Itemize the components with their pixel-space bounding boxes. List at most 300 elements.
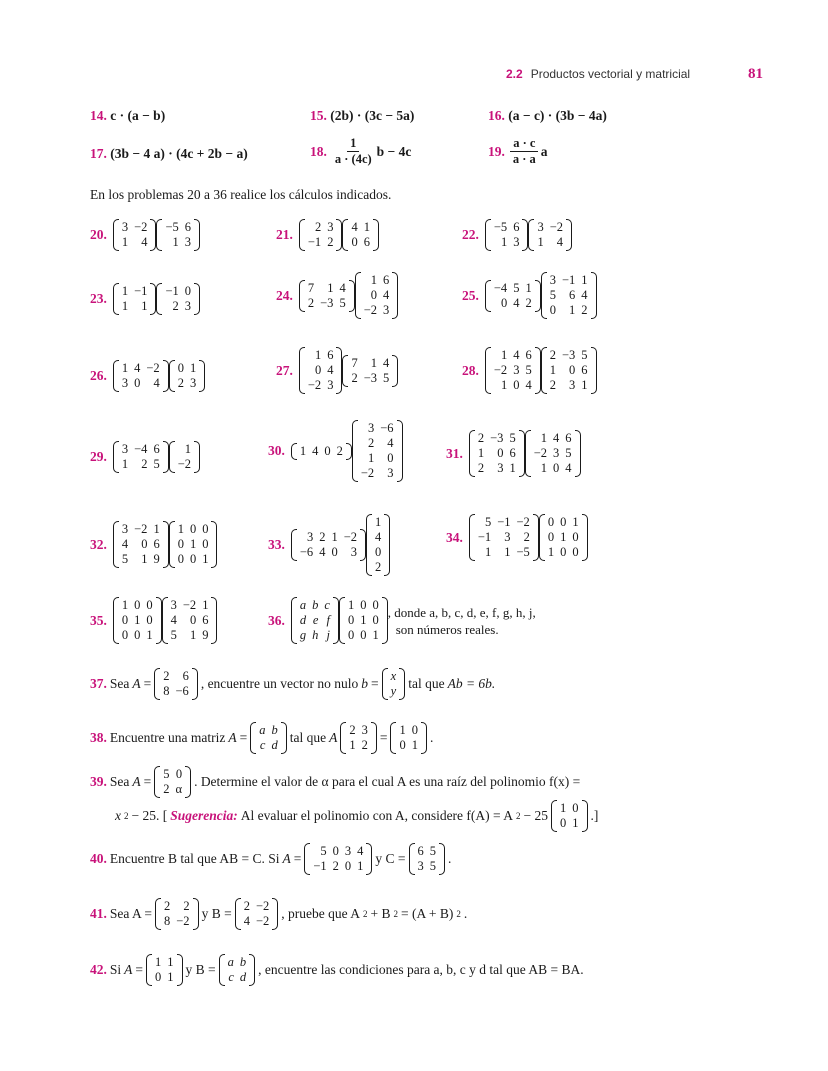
text-segment: =	[371, 676, 379, 691]
matrix-body	[175, 522, 212, 567]
matrix-entry: 3	[513, 363, 520, 377]
matrix-row	[475, 461, 519, 476]
matrix-row	[346, 738, 371, 753]
matrix-body	[119, 442, 163, 472]
matrix-row	[346, 723, 371, 738]
matrix-entry: 2	[525, 295, 532, 310]
matrix-entry: 2	[141, 457, 148, 471]
matrix-entry: 0	[370, 288, 377, 302]
matrix	[169, 441, 200, 473]
matrix-entry: 6	[581, 363, 588, 377]
matrix-entry: b	[312, 598, 319, 612]
matrix-entry: 1	[189, 628, 197, 642]
text-segment: =	[379, 730, 388, 745]
matrix-row	[119, 537, 163, 552]
matrix-entry: 1	[121, 235, 129, 249]
matrix-entry: −6	[299, 545, 314, 559]
matrix	[366, 514, 390, 576]
text-segment: + B	[370, 906, 391, 921]
right-paren	[199, 360, 205, 392]
matrix-entry: 3	[121, 220, 129, 234]
right-paren	[399, 668, 405, 700]
matrix-entry: 1	[363, 220, 370, 234]
matrix-entry: d	[271, 738, 278, 752]
matrix-entry: 1	[121, 598, 129, 612]
matrix-entry: −2	[343, 530, 357, 544]
right-paren	[211, 597, 217, 644]
matrix-entry: 4	[513, 295, 520, 310]
matrix-body	[297, 530, 360, 560]
fraction-numerator: a · c	[510, 136, 538, 152]
matrix-entry: 2	[549, 348, 556, 362]
matrix-entry: 6	[509, 446, 516, 460]
matrix-entry: 3	[361, 723, 368, 737]
matrix-B	[219, 954, 256, 986]
matrix-body	[348, 356, 392, 386]
matrix-entry: 1	[572, 515, 579, 529]
matrix-row	[345, 628, 382, 643]
matrix-row	[348, 356, 392, 371]
matrix-row	[491, 235, 523, 250]
matrix-entry: 0	[155, 970, 162, 984]
matrix-entry: −2	[255, 899, 270, 913]
matrix-entry: −6	[380, 421, 394, 435]
problem-number: 41.	[90, 906, 107, 921]
matrix-entry: 0	[184, 284, 191, 298]
problem-number: 27.	[276, 362, 293, 378]
matrix	[485, 347, 541, 394]
matrix-entry: 1	[572, 816, 579, 830]
matrix-entry: 1	[167, 970, 174, 984]
matrix-entry: 1	[202, 598, 209, 612]
matrix-entry: 1	[121, 361, 129, 375]
matrix	[169, 521, 218, 568]
matrix-row	[119, 284, 151, 299]
matrix	[469, 430, 525, 477]
matrix-A	[155, 898, 199, 930]
text-segment: .]	[590, 808, 599, 823]
problem-number: 36.	[268, 612, 285, 628]
matrix-row	[396, 738, 421, 753]
matrix-entry: −3	[490, 431, 504, 445]
problem-number: 26.	[90, 368, 107, 383]
matrix-entry: 1	[189, 361, 197, 375]
matrix-body	[297, 598, 333, 643]
text-segment: Encuentre una matriz	[109, 730, 226, 745]
problem-text: a	[540, 143, 548, 159]
matrix-entry: 6	[327, 348, 334, 362]
matrix-entry: 1	[500, 348, 508, 362]
matrix-entry: 0	[344, 859, 352, 873]
matrix-row	[160, 782, 185, 797]
matrix	[355, 272, 399, 319]
matrix-row	[175, 442, 194, 457]
problem-42	[90, 954, 587, 986]
right-paren	[185, 766, 191, 798]
matrix-entry: 1	[167, 955, 174, 969]
matrix-entry: 5	[121, 552, 129, 566]
matrix-row	[415, 844, 440, 859]
matrix-row	[161, 914, 193, 929]
matrix-body	[168, 598, 212, 643]
matrix-entry: 0	[146, 613, 153, 627]
matrix-entry: 6	[525, 348, 532, 362]
matrix	[169, 360, 206, 392]
matrix-entry: 5	[153, 457, 160, 471]
matrix	[342, 219, 379, 251]
matrix-entry: 3	[184, 235, 191, 249]
matrix-A	[146, 954, 183, 986]
matrix-entry: 3	[504, 530, 511, 544]
matrix-entry: 2	[307, 295, 315, 310]
matrix-entry: 0	[189, 613, 197, 627]
matrix-row	[241, 899, 273, 914]
vector-b	[382, 668, 406, 700]
matrix-entry: 1	[537, 235, 544, 249]
text-segment: Ab = 6b.	[447, 676, 496, 691]
problem-41	[90, 898, 470, 930]
matrix-entry: 3	[513, 235, 520, 249]
matrix-entry: 1	[509, 461, 516, 475]
right-paren	[582, 514, 588, 561]
matrix-entry: −2	[176, 914, 190, 928]
text-segment: =	[143, 676, 152, 691]
matrix-entry: 2	[361, 738, 368, 752]
matrix-entry: 2	[177, 376, 184, 390]
matrix-body	[119, 522, 163, 567]
matrix-body	[175, 442, 194, 472]
matrix-entry: 6	[202, 613, 209, 627]
matrix-row	[491, 348, 535, 363]
matrix	[541, 272, 597, 319]
matrix-entry: 2	[367, 436, 375, 450]
matrix-row	[175, 522, 212, 537]
matrix-entry: 1	[327, 280, 334, 295]
matrix	[162, 597, 218, 644]
matrix-row	[241, 914, 273, 929]
matrix	[113, 521, 169, 568]
matrix-entry: 2	[336, 443, 343, 458]
problem-22	[462, 219, 572, 251]
matrix-entry: 0	[513, 378, 520, 392]
problem-39	[90, 766, 583, 798]
matrix-entry: 2	[523, 530, 530, 544]
text-segment: tal que	[408, 676, 445, 691]
matrix-row	[160, 767, 185, 782]
matrix-entry: 5	[581, 348, 588, 362]
matrix-entry: 0	[572, 530, 579, 544]
problem-38	[90, 722, 436, 754]
matrix-entry: 0	[572, 545, 579, 559]
matrix-entry: 2	[243, 899, 250, 913]
matrix-entry: 5	[513, 280, 520, 295]
matrix-body	[119, 220, 151, 250]
matrix-entry: 8	[163, 684, 170, 698]
matrix-entry: 3	[189, 376, 197, 390]
matrix-entry: −1	[313, 859, 327, 873]
matrix-entry: a	[299, 598, 307, 612]
matrix-entry: 0	[134, 598, 141, 612]
matrix	[113, 360, 169, 392]
matrix-body	[547, 273, 591, 318]
matrix-body	[119, 284, 151, 314]
right-paren	[373, 219, 379, 251]
matrix-row	[168, 628, 212, 643]
matrix-entry: −1	[134, 284, 148, 298]
matrix-row	[348, 371, 392, 386]
right-paren	[392, 272, 398, 319]
matrix-row	[162, 284, 194, 299]
right-paren	[371, 722, 377, 754]
matrix-body	[361, 273, 393, 318]
matrix-entry: 2	[183, 899, 190, 913]
matrix-entry: 4	[141, 235, 148, 249]
matrix-entry: 5	[549, 288, 556, 302]
matrix-row	[372, 515, 384, 530]
matrix-entry: 3	[383, 303, 390, 317]
right-paren	[566, 219, 572, 251]
problem-33	[268, 514, 390, 576]
text-segment: =	[135, 962, 144, 977]
matrix-entry: 9	[153, 552, 160, 566]
matrix-entry: 1	[525, 280, 532, 295]
matrix-entry: 1	[357, 859, 364, 873]
matrix-entry: −4	[134, 442, 148, 456]
matrix-entry: 1	[560, 801, 567, 815]
matrix-entry: 1	[189, 537, 197, 551]
text-segment: , pruebe que A	[281, 906, 360, 921]
matrix-entry: 0	[121, 628, 129, 642]
problem-number: 15.	[310, 108, 327, 123]
variable-A: A	[132, 774, 141, 789]
matrix-row	[372, 530, 384, 545]
problem-text: (3b − 4 a) · (4c + 2b − a)	[110, 146, 248, 161]
right-paren	[591, 347, 597, 394]
problem-number: 21.	[276, 227, 293, 242]
matrix-entry: 1	[411, 738, 418, 752]
problem-16	[488, 108, 607, 124]
text-segment: Al evaluar el polinomio con A, considere f(A) = A	[240, 808, 514, 823]
matrix	[291, 597, 339, 644]
matrix-row	[557, 816, 582, 831]
problem-number: 42.	[90, 962, 107, 977]
matrix-entry: 3	[184, 299, 191, 313]
matrix-entry: 6	[417, 844, 424, 858]
problem-30	[268, 420, 403, 482]
matrix-entry: 5	[170, 628, 177, 642]
matrix-row	[547, 273, 591, 288]
matrix-entry: 1	[121, 299, 129, 313]
problem-39-continuation	[115, 800, 601, 832]
matrix-row	[168, 598, 212, 613]
matrix-row	[348, 235, 373, 250]
matrix-entry: −2	[307, 378, 322, 392]
matrix-A	[154, 766, 191, 798]
matrix-body	[305, 281, 349, 311]
problem-text: c · (a − b)	[110, 108, 166, 123]
matrix-entry: 0	[331, 545, 338, 559]
matrix-entry: c	[324, 598, 330, 612]
matrix-entry: −3	[561, 348, 576, 362]
text-segment: . Determine el valor de α para el cual A es una raíz del polinomio f(x) =	[194, 774, 581, 789]
matrix-body	[491, 348, 535, 393]
matrix-entry: 3	[327, 220, 334, 234]
matrix-entry: 0	[553, 461, 560, 475]
matrix-entry: 0	[141, 537, 148, 551]
matrix-entry: 2	[349, 723, 356, 737]
matrix-entry: 0	[347, 628, 355, 642]
matrix-row	[545, 515, 582, 530]
problem-number: 22.	[462, 227, 479, 242]
matrix-entry: c	[259, 738, 266, 752]
right-paren	[192, 668, 198, 700]
text-segment: Si	[109, 962, 122, 977]
matrix	[525, 430, 581, 477]
matrix-row	[305, 348, 337, 363]
page-number: 81	[748, 66, 763, 82]
matrix-entry: 2	[172, 299, 179, 313]
matrix-entry: 4	[525, 378, 532, 392]
matrix-entry: −6	[175, 684, 189, 698]
matrix-body	[396, 723, 421, 753]
matrix-entry: 3	[497, 461, 504, 475]
matrix-entry: 2	[375, 560, 382, 574]
matrix-entry: 0	[560, 816, 567, 830]
right-paren	[249, 954, 255, 986]
matrix-row	[168, 613, 212, 628]
matrix-entry: 2	[581, 303, 588, 317]
matrix-row	[531, 431, 575, 446]
problem-19	[488, 136, 551, 167]
note-line: , donde a, b, c, d, e, f, g, h, j,	[387, 604, 536, 620]
matrix-entry: 0	[360, 628, 367, 642]
matrix-row	[475, 515, 533, 530]
matrix-row	[119, 628, 156, 643]
matrix-entry: 2	[163, 669, 170, 683]
matrix-body	[160, 767, 185, 797]
matrix-row	[310, 844, 366, 859]
fraction	[332, 136, 375, 167]
matrix-entry: 1	[347, 598, 355, 612]
text-segment: , encuentre las condiciones para a, b, c y d tal que AB = BA.	[258, 962, 584, 977]
matrix-body	[310, 844, 366, 874]
matrix-body	[545, 515, 582, 560]
matrix-entry: 6	[363, 235, 370, 249]
matrix-entry: 3	[121, 442, 129, 456]
matrix-entry: 1	[372, 628, 379, 642]
matrix-row	[491, 363, 535, 378]
matrix-entry: 4	[121, 537, 129, 551]
variable-A: A	[132, 676, 141, 691]
problem-text: (2b) · (3c − 5a)	[330, 108, 415, 123]
matrix-row	[297, 545, 360, 560]
problem-number: 17.	[90, 146, 107, 161]
matrix-body	[162, 284, 194, 314]
matrix-entry: d	[299, 613, 307, 627]
text-segment: .	[463, 906, 468, 921]
problem-23	[90, 283, 200, 315]
text-segment: =	[143, 774, 152, 789]
problem-26	[90, 360, 205, 392]
matrix-row	[175, 361, 200, 376]
matrix-body	[305, 348, 337, 393]
matrix-entry: x	[390, 669, 397, 683]
right-paren	[392, 355, 398, 387]
matrix-entry: 2	[351, 370, 358, 385]
matrix-entry: 3	[344, 844, 352, 858]
exponent: 2	[362, 909, 368, 919]
matrix-entry: 0	[547, 530, 555, 544]
section-title: Productos vectorial y matricial	[530, 67, 691, 81]
matrix-entry: 3	[121, 376, 129, 390]
matrix-entry: 8	[164, 914, 171, 928]
problem-17	[90, 146, 248, 162]
matrix-entry: −2	[134, 522, 148, 536]
matrix-entry: 6	[383, 273, 390, 287]
matrix-entry: 1	[360, 613, 367, 627]
matrix-row	[547, 348, 591, 363]
matrix-entry: 5	[320, 844, 327, 858]
problem-number: 32.	[90, 536, 107, 552]
matrix-entry: 5	[509, 431, 516, 445]
matrix-entry: 1	[177, 522, 184, 536]
matrix-entry: 1	[581, 273, 588, 287]
matrix-row	[152, 955, 177, 970]
matrix-entry: 0	[387, 451, 394, 465]
matrix-row	[361, 273, 393, 288]
matrix-row	[547, 288, 591, 303]
matrix-row	[358, 451, 397, 466]
problem-28	[462, 347, 597, 394]
right-paren	[591, 272, 597, 319]
matrix-entry: 1	[549, 363, 556, 377]
matrix-entry: 1	[172, 235, 179, 249]
matrix-row	[119, 457, 163, 472]
matrix-body	[161, 899, 193, 929]
problem-number: 16.	[488, 108, 505, 123]
problem-25	[462, 272, 597, 319]
matrix-row	[119, 220, 151, 235]
problem-number: 23.	[90, 291, 107, 306]
matrix-entry: −2	[493, 363, 508, 377]
matrix-row	[491, 296, 535, 311]
matrix-entry: b	[271, 723, 278, 737]
matrix-entry: −2	[134, 220, 148, 234]
matrix-entry: 0	[375, 545, 382, 559]
matrix-row	[119, 522, 163, 537]
matrix-entry: 1	[349, 738, 356, 752]
problem-number: 33.	[268, 537, 285, 552]
matrix-entry: 1	[314, 348, 322, 362]
problem-number: 29.	[90, 449, 107, 464]
matrix-row	[119, 442, 163, 457]
exponent: 2	[516, 811, 521, 821]
matrix-entry: α	[175, 782, 183, 796]
matrix-entry: 2	[477, 461, 485, 475]
matrix-row	[358, 421, 397, 436]
matrix-entry: 1	[560, 530, 567, 544]
matrix	[113, 283, 157, 315]
matrix-entry: 0	[202, 522, 209, 536]
matrix-entry: g	[299, 628, 307, 642]
matrix-entry: −1	[165, 284, 179, 298]
matrix-row	[547, 303, 591, 318]
problem-34	[446, 514, 588, 561]
section-number: 2.2	[506, 67, 523, 81]
matrix-entry: 1	[399, 723, 406, 737]
matrix-entry: 6	[153, 537, 160, 551]
matrix	[113, 219, 157, 251]
